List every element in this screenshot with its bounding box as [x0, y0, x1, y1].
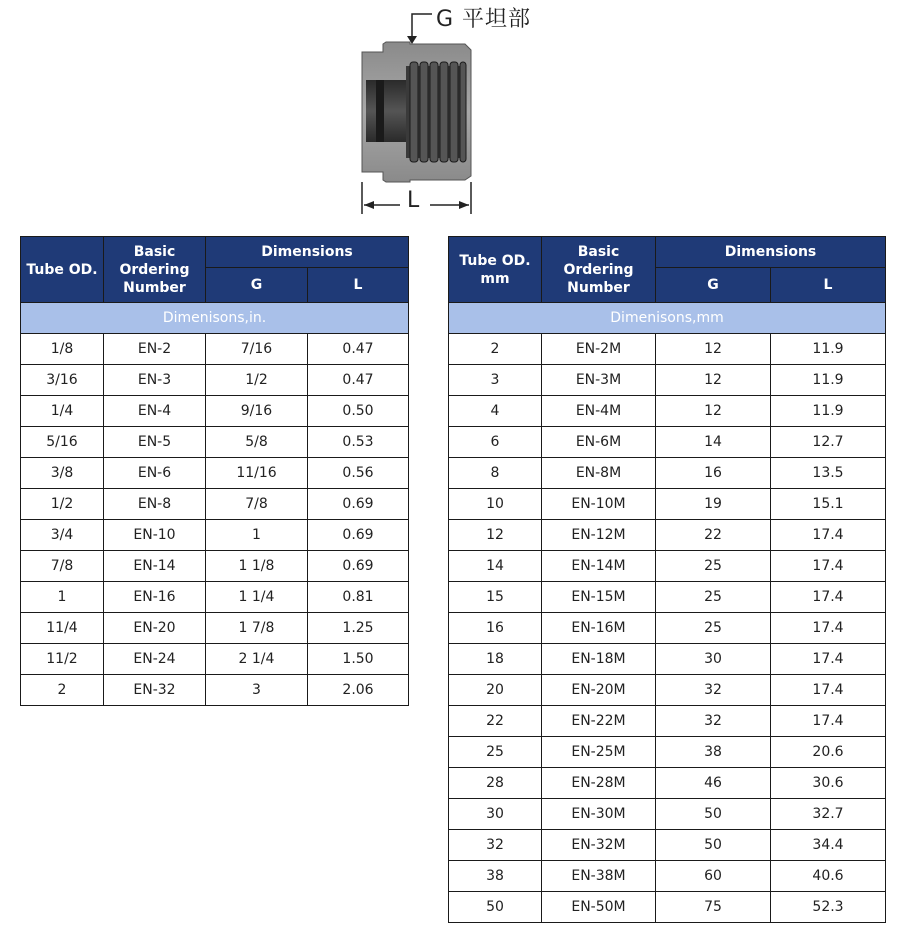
table-row [449, 334, 886, 365]
tube-od-cell: 1/4 [21, 396, 104, 427]
g-cell: 12 [656, 396, 771, 427]
table-row [21, 427, 409, 458]
g-cell: 32 [656, 706, 771, 737]
nut-bore [366, 80, 410, 142]
l-cell: 13.5 [771, 458, 886, 489]
l-cell: 40.6 [771, 861, 886, 892]
tube-od-cell: 3 [449, 365, 542, 396]
table-row [449, 582, 886, 613]
tube-od-cell: 3/8 [21, 458, 104, 489]
g-cell: 38 [656, 737, 771, 768]
g-cell: 50 [656, 830, 771, 861]
header-tube-od: Tube OD. [21, 237, 104, 303]
ordering-number-cell: EN-10M [542, 489, 656, 520]
g-cell: 22 [656, 520, 771, 551]
ordering-number-cell: EN-6M [542, 427, 656, 458]
fitting-drawing [0, 0, 900, 230]
l-cell: 17.4 [771, 675, 886, 706]
tube-od-cell: 16 [449, 613, 542, 644]
ordering-number-cell: EN-2 [104, 334, 206, 365]
tube-od-cell: 3/4 [21, 520, 104, 551]
table-row [449, 861, 886, 892]
g-cell: 1 1/4 [206, 582, 308, 613]
tube-od-cell: 20 [449, 675, 542, 706]
l-cell: 11.9 [771, 396, 886, 427]
ordering-number-cell: EN-25M [542, 737, 656, 768]
g-cell: 1 7/8 [206, 613, 308, 644]
unit-row: Dimenisons,mm [449, 303, 886, 334]
header-tube-od: Tube OD. mm [449, 237, 542, 303]
ordering-number-cell: EN-4M [542, 396, 656, 427]
l-cell: 17.4 [771, 706, 886, 737]
l-cell: 17.4 [771, 644, 886, 675]
table-row [449, 737, 886, 768]
table-row [449, 644, 886, 675]
tube-od-cell: 50 [449, 892, 542, 923]
l-cell: 11.9 [771, 365, 886, 396]
l-cell: 0.69 [308, 551, 409, 582]
l-cell: 0.47 [308, 365, 409, 396]
l-cell: 17.4 [771, 613, 886, 644]
g-cell: 46 [656, 768, 771, 799]
table-row [21, 644, 409, 675]
tube-od-cell: 12 [449, 520, 542, 551]
g-cell: 30 [656, 644, 771, 675]
g-cell: 32 [656, 675, 771, 706]
header-dimensions: Dimensions [656, 237, 886, 268]
ordering-number-cell: EN-30M [542, 799, 656, 830]
tube-od-cell: 32 [449, 830, 542, 861]
ordering-number-cell: EN-4 [104, 396, 206, 427]
table-row [21, 334, 409, 365]
l-cell: 20.6 [771, 737, 886, 768]
l-cell: 1.50 [308, 644, 409, 675]
g-cell: 7/16 [206, 334, 308, 365]
tube-od-cell: 4 [449, 396, 542, 427]
tube-od-cell: 7/8 [21, 551, 104, 582]
table-row [449, 551, 886, 582]
tube-od-cell: 38 [449, 861, 542, 892]
g-cell: 5/8 [206, 427, 308, 458]
table-row [449, 799, 886, 830]
tube-od-cell: 1/8 [21, 334, 104, 365]
threads [410, 62, 466, 162]
table-row [21, 582, 409, 613]
table-row [21, 551, 409, 582]
table-row [21, 458, 409, 489]
g-cell: 60 [656, 861, 771, 892]
ordering-number-cell: EN-3M [542, 365, 656, 396]
table-row [21, 613, 409, 644]
tube-od-cell: 15 [449, 582, 542, 613]
ordering-number-cell: EN-2M [542, 334, 656, 365]
g-cell: 11/16 [206, 458, 308, 489]
ordering-number-cell: EN-18M [542, 644, 656, 675]
tube-od-cell: 8 [449, 458, 542, 489]
l-cell: 34.4 [771, 830, 886, 861]
tube-od-cell: 6 [449, 427, 542, 458]
table-row [449, 613, 886, 644]
ordering-number-cell: EN-5 [104, 427, 206, 458]
ordering-number-cell: EN-8 [104, 489, 206, 520]
ordering-number-cell: EN-16 [104, 582, 206, 613]
inch-dimension-table [20, 236, 409, 706]
table-row [449, 396, 886, 427]
l-cell: 17.4 [771, 582, 886, 613]
g-cell: 12 [656, 334, 771, 365]
ordering-number-cell: EN-24 [104, 644, 206, 675]
tube-od-cell: 11/2 [21, 644, 104, 675]
tube-od-cell: 22 [449, 706, 542, 737]
tube-od-cell: 11/4 [21, 613, 104, 644]
l-arrow-left [364, 201, 374, 209]
ordering-number-cell: EN-14 [104, 551, 206, 582]
mm-dimension-table [448, 236, 886, 923]
ordering-number-cell: EN-16M [542, 613, 656, 644]
l-cell: 0.47 [308, 334, 409, 365]
l-dimension-label: L [407, 188, 420, 213]
header-ordering-number: Basic Ordering Number [104, 237, 206, 303]
header-g: G [656, 268, 771, 303]
l-cell: 0.56 [308, 458, 409, 489]
g-cell: 3 [206, 675, 308, 706]
g-flat-label: G 平坦部 [436, 7, 532, 32]
g-cell: 25 [656, 551, 771, 582]
table-row [21, 396, 409, 427]
table-row [449, 830, 886, 861]
g-cell: 1 [206, 520, 308, 551]
tube-od-cell: 28 [449, 768, 542, 799]
tube-od-cell: 18 [449, 644, 542, 675]
l-cell: 12.7 [771, 427, 886, 458]
ordering-number-cell: EN-20 [104, 613, 206, 644]
ordering-number-cell: EN-32 [104, 675, 206, 706]
tube-od-cell: 14 [449, 551, 542, 582]
l-cell: 0.81 [308, 582, 409, 613]
ordering-number-cell: EN-38M [542, 861, 656, 892]
l-arrow-right [459, 201, 469, 209]
bore-step [376, 80, 384, 142]
table-row [449, 365, 886, 396]
ordering-number-cell: EN-6 [104, 458, 206, 489]
header-ordering-number: Basic Ordering Number [542, 237, 656, 303]
header-l: L [771, 268, 886, 303]
g-cell: 1 1/8 [206, 551, 308, 582]
table-row [449, 706, 886, 737]
l-cell: 0.69 [308, 520, 409, 551]
l-cell: 17.4 [771, 551, 886, 582]
ordering-number-cell: EN-14M [542, 551, 656, 582]
l-cell: 11.9 [771, 334, 886, 365]
l-cell: 1.25 [308, 613, 409, 644]
nut-fitting-diagram [0, 0, 900, 230]
table-row [449, 520, 886, 551]
tube-od-cell: 25 [449, 737, 542, 768]
l-cell: 32.7 [771, 799, 886, 830]
g-cell: 1/2 [206, 365, 308, 396]
l-cell: 0.69 [308, 489, 409, 520]
l-cell: 17.4 [771, 520, 886, 551]
tube-od-cell: 5/16 [21, 427, 104, 458]
tube-od-cell: 1/2 [21, 489, 104, 520]
g-cell: 19 [656, 489, 771, 520]
g-cell: 2 1/4 [206, 644, 308, 675]
table-row [449, 458, 886, 489]
table-row [449, 892, 886, 923]
l-cell: 0.53 [308, 427, 409, 458]
l-cell: 15.1 [771, 489, 886, 520]
ordering-number-cell: EN-28M [542, 768, 656, 799]
table-row [449, 489, 886, 520]
ordering-number-cell: EN-15M [542, 582, 656, 613]
table-row [449, 427, 886, 458]
table-row [21, 675, 409, 706]
l-cell: 30.6 [771, 768, 886, 799]
ordering-number-cell: EN-10 [104, 520, 206, 551]
ordering-number-cell: EN-50M [542, 892, 656, 923]
tube-od-cell: 10 [449, 489, 542, 520]
g-cell: 25 [656, 613, 771, 644]
table-row [21, 365, 409, 396]
tube-od-cell: 2 [449, 334, 542, 365]
header-l: L [308, 268, 409, 303]
g-cell: 12 [656, 365, 771, 396]
g-cell: 25 [656, 582, 771, 613]
g-cell: 14 [656, 427, 771, 458]
ordering-number-cell: EN-32M [542, 830, 656, 861]
table-row [21, 520, 409, 551]
ordering-number-cell: EN-12M [542, 520, 656, 551]
l-cell: 2.06 [308, 675, 409, 706]
g-cell: 50 [656, 799, 771, 830]
tube-od-cell: 2 [21, 675, 104, 706]
g-cell: 75 [656, 892, 771, 923]
g-cell: 9/16 [206, 396, 308, 427]
table-row [449, 675, 886, 706]
tube-od-cell: 1 [21, 582, 104, 613]
g-cell: 16 [656, 458, 771, 489]
ordering-number-cell: EN-8M [542, 458, 656, 489]
l-cell: 52.3 [771, 892, 886, 923]
table-row [449, 768, 886, 799]
ordering-number-cell: EN-22M [542, 706, 656, 737]
g-cell: 7/8 [206, 489, 308, 520]
unit-row: Dimenisons,in. [21, 303, 409, 334]
header-g: G [206, 268, 308, 303]
header-dimensions: Dimensions [206, 237, 409, 268]
ordering-number-cell: EN-3 [104, 365, 206, 396]
tube-od-cell: 3/16 [21, 365, 104, 396]
tube-od-cell: 30 [449, 799, 542, 830]
l-cell: 0.50 [308, 396, 409, 427]
ordering-number-cell: EN-20M [542, 675, 656, 706]
table-row [21, 489, 409, 520]
